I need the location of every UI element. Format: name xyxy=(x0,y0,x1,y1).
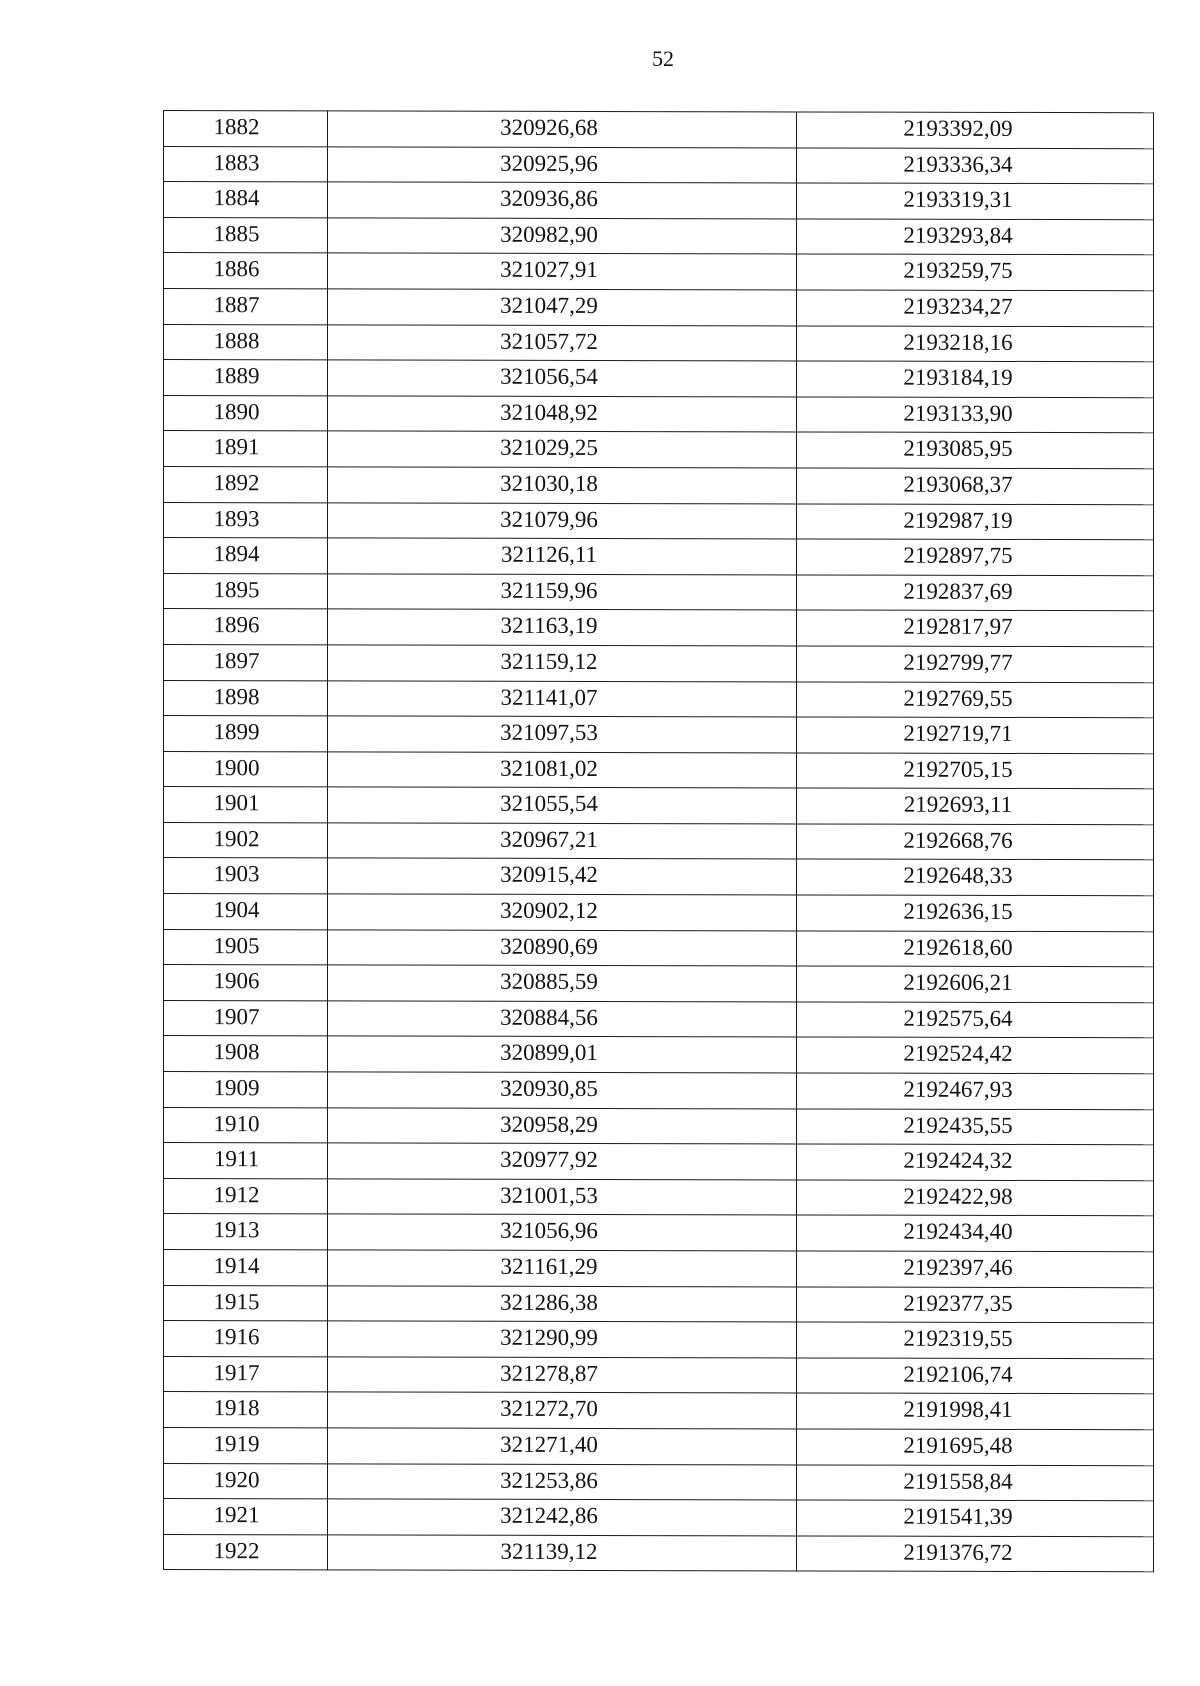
x-coordinate-cell xyxy=(328,1285,797,1322)
x-coordinate-cell xyxy=(328,289,797,326)
point-number-cell xyxy=(164,1499,328,1535)
y-coordinate-cell-value: 2193068,37 xyxy=(903,471,1013,497)
x-coordinate-cell xyxy=(328,1535,797,1572)
y-coordinate-cell xyxy=(797,1180,1154,1216)
point-number-cell-value: 1889 xyxy=(213,363,260,389)
y-coordinate-cell xyxy=(797,397,1154,433)
point-number-cell-value: 1913 xyxy=(213,1217,260,1243)
y-coordinate-cell-value: 2192799,77 xyxy=(903,649,1013,675)
x-coordinate-cell xyxy=(328,1107,797,1144)
y-coordinate-cell xyxy=(797,1322,1154,1358)
point-number-cell xyxy=(164,751,328,787)
point-number-cell-value: 1893 xyxy=(213,505,260,531)
point-number-cell xyxy=(164,573,328,609)
x-coordinate-cell-value: 320926,68 xyxy=(500,114,598,140)
y-coordinate-cell-value: 2191541,39 xyxy=(903,1503,1013,1530)
x-coordinate-cell xyxy=(328,182,797,219)
y-coordinate-cell xyxy=(797,1287,1154,1323)
y-coordinate-cell-value: 2192397,46 xyxy=(903,1254,1013,1280)
page-number: 52 xyxy=(652,46,674,71)
y-coordinate-cell xyxy=(797,824,1154,860)
x-coordinate-cell xyxy=(328,823,797,860)
point-number-cell-value: 1900 xyxy=(213,754,260,780)
y-coordinate-cell xyxy=(797,1393,1154,1429)
x-coordinate-cell-value: 321030,18 xyxy=(500,470,598,496)
x-coordinate-cell xyxy=(328,1428,797,1465)
table-row xyxy=(164,822,1154,860)
y-coordinate-cell-value: 2193218,16 xyxy=(903,329,1013,355)
x-coordinate-cell-value: 320930,85 xyxy=(500,1075,598,1102)
y-coordinate-cell-value: 2192319,55 xyxy=(903,1325,1013,1352)
table-row xyxy=(164,716,1154,754)
point-number-cell-value: 1886 xyxy=(213,256,260,282)
table-row xyxy=(164,1214,1154,1252)
point-number-cell xyxy=(164,395,328,431)
x-coordinate-cell-value: 321271,40 xyxy=(500,1431,598,1457)
table-row xyxy=(164,894,1154,932)
point-number-cell-value: 1891 xyxy=(213,434,260,460)
point-number-cell-value: 1910 xyxy=(213,1110,260,1136)
x-coordinate-cell xyxy=(328,574,797,611)
x-coordinate-cell xyxy=(328,787,797,824)
y-coordinate-cell xyxy=(797,646,1154,682)
y-coordinate-cell-value: 2192987,19 xyxy=(903,507,1013,533)
point-number-cell xyxy=(164,1321,328,1357)
table-row xyxy=(164,751,1154,789)
point-number-cell-value: 1883 xyxy=(213,149,260,175)
x-coordinate-cell xyxy=(328,218,797,255)
x-coordinate-cell-value: 321126,11 xyxy=(500,541,598,568)
x-coordinate-cell-value: 320885,59 xyxy=(500,969,598,995)
x-coordinate-cell xyxy=(328,858,797,895)
y-coordinate-cell-value: 2193392,09 xyxy=(903,115,1013,141)
point-number-cell xyxy=(164,1143,328,1179)
table-row xyxy=(164,146,1154,184)
x-coordinate-cell xyxy=(328,253,797,290)
y-coordinate-cell-value: 2192575,64 xyxy=(903,1005,1013,1031)
y-coordinate-cell xyxy=(797,1109,1154,1145)
x-coordinate-cell-value: 321081,02 xyxy=(500,755,598,781)
point-number-cell-value: 1894 xyxy=(213,541,260,567)
x-coordinate-cell xyxy=(328,431,797,468)
x-coordinate-cell-value: 321278,87 xyxy=(500,1360,598,1386)
y-coordinate-cell-value: 2192636,15 xyxy=(903,898,1013,924)
y-coordinate-cell xyxy=(797,361,1154,397)
point-number-cell xyxy=(164,716,328,752)
y-coordinate-cell xyxy=(797,1144,1154,1180)
y-coordinate-cell-value: 2193184,19 xyxy=(903,364,1013,391)
x-coordinate-cell-value: 321141,07 xyxy=(500,684,598,710)
point-number-cell xyxy=(164,1427,328,1463)
table-row xyxy=(164,502,1154,540)
y-coordinate-cell xyxy=(797,717,1154,753)
y-coordinate-cell-value: 2193085,95 xyxy=(903,436,1013,462)
x-coordinate-cell xyxy=(328,1499,797,1536)
point-number-cell xyxy=(164,1036,328,1072)
x-coordinate-cell-value: 320902,12 xyxy=(500,897,598,924)
table-row xyxy=(164,182,1154,220)
point-number-cell xyxy=(164,609,328,645)
table-row xyxy=(164,858,1154,896)
y-coordinate-cell xyxy=(797,859,1154,895)
y-coordinate-cell xyxy=(797,681,1154,717)
y-coordinate-cell xyxy=(797,1251,1154,1287)
point-number-cell-value: 1912 xyxy=(213,1181,260,1208)
point-number-cell xyxy=(164,787,328,823)
y-coordinate-cell-value: 2192769,55 xyxy=(903,685,1013,711)
point-number-cell xyxy=(164,538,328,574)
point-number-cell-value: 1919 xyxy=(213,1431,260,1457)
table-row xyxy=(164,466,1154,504)
table-row xyxy=(164,1000,1154,1038)
y-coordinate-cell-value: 2192693,11 xyxy=(903,791,1013,818)
table-row xyxy=(164,965,1154,1003)
x-coordinate-cell-value: 321161,29 xyxy=(500,1253,598,1279)
x-coordinate-cell-value: 321055,54 xyxy=(500,791,598,817)
x-coordinate-cell-value: 321159,12 xyxy=(500,648,598,674)
point-number-cell-value: 1908 xyxy=(213,1039,260,1065)
y-coordinate-cell xyxy=(797,503,1154,539)
x-coordinate-cell-value: 320884,56 xyxy=(500,1004,598,1030)
x-coordinate-cell xyxy=(328,1072,797,1109)
point-number-cell-value: 1905 xyxy=(213,932,260,958)
y-coordinate-cell-value: 2193234,27 xyxy=(903,293,1013,319)
x-coordinate-cell-value: 321079,96 xyxy=(500,506,598,532)
x-coordinate-cell xyxy=(328,894,797,931)
x-coordinate-cell xyxy=(328,716,797,753)
y-coordinate-cell xyxy=(797,1073,1154,1109)
y-coordinate-cell-value: 2193293,84 xyxy=(903,222,1013,248)
y-coordinate-cell-value: 2192524,42 xyxy=(903,1041,1013,1067)
y-coordinate-cell xyxy=(797,753,1154,789)
x-coordinate-cell-value: 321159,96 xyxy=(500,577,598,603)
table-row xyxy=(164,1427,1154,1465)
x-coordinate-cell xyxy=(328,930,797,967)
x-coordinate-cell-value: 320899,01 xyxy=(500,1040,598,1066)
point-number-cell xyxy=(164,1250,328,1286)
y-coordinate-cell-value: 2192618,60 xyxy=(903,934,1013,960)
x-coordinate-cell-value: 320967,21 xyxy=(500,826,598,852)
x-coordinate-cell-value: 321057,72 xyxy=(500,328,598,354)
x-coordinate-cell xyxy=(328,502,797,539)
point-number-cell xyxy=(164,1285,328,1321)
y-coordinate-cell-value: 2192705,15 xyxy=(903,756,1013,782)
y-coordinate-cell xyxy=(797,325,1154,361)
y-coordinate-cell xyxy=(797,148,1154,184)
x-coordinate-cell-value: 321048,92 xyxy=(500,399,598,425)
point-number-cell xyxy=(164,502,328,538)
point-number-cell xyxy=(164,111,328,147)
point-number-cell xyxy=(164,1072,328,1108)
x-coordinate-cell xyxy=(328,965,797,1002)
point-number-cell xyxy=(164,431,328,467)
point-number-cell-value: 1902 xyxy=(213,825,260,852)
table-row xyxy=(164,644,1154,682)
point-number-cell-value: 1898 xyxy=(213,683,260,709)
y-coordinate-cell xyxy=(797,112,1154,148)
table-row xyxy=(164,929,1154,967)
table-row xyxy=(164,395,1154,433)
y-coordinate-cell xyxy=(797,966,1154,1002)
point-number-cell-value: 1922 xyxy=(213,1537,260,1563)
x-coordinate-cell-value: 321242,86 xyxy=(500,1502,598,1529)
y-coordinate-cell xyxy=(797,1358,1154,1394)
table-row xyxy=(164,538,1154,576)
x-coordinate-cell xyxy=(328,1463,797,1500)
y-coordinate-cell xyxy=(797,219,1154,255)
point-number-cell xyxy=(164,680,328,716)
x-coordinate-cell-value: 321056,96 xyxy=(500,1218,598,1244)
x-coordinate-cell xyxy=(328,1214,797,1251)
y-coordinate-cell-value: 2192668,76 xyxy=(903,827,1013,853)
y-coordinate-cell-value: 2191695,48 xyxy=(903,1432,1013,1458)
y-coordinate-cell xyxy=(797,788,1154,824)
x-coordinate-cell xyxy=(328,467,797,504)
y-coordinate-cell-value: 2191998,41 xyxy=(903,1397,1013,1423)
point-number-cell xyxy=(164,253,328,289)
point-number-cell xyxy=(164,146,328,182)
point-number-cell xyxy=(164,1214,328,1250)
point-number-cell-value: 1896 xyxy=(213,612,260,638)
point-number-cell xyxy=(164,822,328,858)
point-number-cell-value: 1884 xyxy=(213,185,260,211)
y-coordinate-cell-value: 2193259,75 xyxy=(903,258,1013,284)
point-number-cell-value: 1906 xyxy=(213,968,260,994)
table-row xyxy=(164,1036,1154,1074)
table-row xyxy=(164,573,1154,611)
y-coordinate-cell-value: 2192817,97 xyxy=(903,613,1013,640)
x-coordinate-cell xyxy=(328,1143,797,1180)
point-number-cell xyxy=(164,217,328,253)
point-number-cell xyxy=(164,965,328,1001)
point-number-cell xyxy=(164,858,328,894)
point-number-cell-value: 1890 xyxy=(213,398,260,424)
y-coordinate-cell xyxy=(797,290,1154,326)
y-coordinate-cell-value: 2193319,31 xyxy=(903,186,1013,213)
x-coordinate-cell-value: 321290,99 xyxy=(500,1324,598,1351)
point-number-cell-value: 1918 xyxy=(213,1395,260,1421)
x-coordinate-cell xyxy=(328,111,797,148)
point-number-cell xyxy=(164,324,328,360)
x-coordinate-cell xyxy=(328,1250,797,1287)
y-coordinate-cell xyxy=(797,1215,1154,1251)
y-coordinate-cell xyxy=(797,1536,1154,1572)
table-row xyxy=(164,431,1154,469)
x-coordinate-cell-value: 320977,92 xyxy=(500,1146,598,1173)
table-row xyxy=(164,1392,1154,1430)
y-coordinate-cell xyxy=(797,432,1154,468)
table-row xyxy=(164,217,1154,255)
point-number-cell xyxy=(164,1107,328,1143)
point-number-cell xyxy=(164,360,328,396)
y-coordinate-cell-value: 2191376,72 xyxy=(903,1539,1013,1565)
y-coordinate-cell xyxy=(797,183,1154,219)
y-coordinate-cell xyxy=(797,1500,1154,1536)
y-coordinate-cell xyxy=(797,895,1154,931)
point-number-cell-value: 1915 xyxy=(213,1288,260,1314)
table-row xyxy=(164,680,1154,718)
y-coordinate-cell-value: 2193133,90 xyxy=(903,400,1013,426)
y-coordinate-cell xyxy=(797,1429,1154,1465)
table-row xyxy=(164,1178,1154,1216)
y-coordinate-cell xyxy=(797,1037,1154,1073)
table-row xyxy=(164,1143,1154,1181)
point-number-cell xyxy=(164,1000,328,1036)
x-coordinate-cell-value: 321253,86 xyxy=(500,1467,598,1493)
x-coordinate-cell xyxy=(328,1321,797,1358)
x-coordinate-cell-value: 321047,29 xyxy=(500,292,598,318)
x-coordinate-cell xyxy=(328,1179,797,1216)
table-row xyxy=(164,1534,1154,1572)
table-row xyxy=(164,111,1154,149)
point-number-cell-value: 1921 xyxy=(213,1502,260,1528)
x-coordinate-cell-value: 321139,12 xyxy=(500,1538,598,1564)
x-coordinate-cell-value: 321056,54 xyxy=(500,363,598,390)
point-number-cell-value: 1892 xyxy=(213,470,260,496)
y-coordinate-cell-value: 2192606,21 xyxy=(903,969,1013,996)
point-number-cell xyxy=(164,1534,328,1570)
x-coordinate-cell-value: 321027,91 xyxy=(500,257,598,283)
table-row xyxy=(164,1250,1154,1288)
point-number-cell xyxy=(164,644,328,680)
table-row xyxy=(164,288,1154,326)
table-row xyxy=(164,609,1154,647)
y-coordinate-cell xyxy=(797,468,1154,504)
point-number-cell-value: 1899 xyxy=(213,719,260,745)
point-number-cell xyxy=(164,182,328,218)
point-number-cell-value: 1882 xyxy=(213,114,260,140)
x-coordinate-cell xyxy=(328,1357,797,1394)
coordinates-table xyxy=(163,110,1154,1573)
point-number-cell xyxy=(164,1178,328,1214)
x-coordinate-cell xyxy=(328,360,797,397)
y-coordinate-cell xyxy=(797,539,1154,575)
point-number-cell-value: 1916 xyxy=(213,1324,260,1350)
y-coordinate-cell xyxy=(797,1464,1154,1500)
point-number-cell xyxy=(164,1463,328,1499)
table-row xyxy=(164,1072,1154,1110)
point-number-cell-value: 1895 xyxy=(213,576,260,602)
y-coordinate-cell-value: 2191558,84 xyxy=(903,1468,1013,1494)
x-coordinate-cell-value: 320925,96 xyxy=(500,150,598,176)
table-row xyxy=(164,253,1154,291)
x-coordinate-cell-value: 320915,42 xyxy=(500,862,598,888)
point-number-cell-value: 1904 xyxy=(213,897,260,923)
x-coordinate-cell-value: 320936,86 xyxy=(500,185,598,212)
y-coordinate-cell-value: 2192648,33 xyxy=(903,863,1013,889)
table-row xyxy=(164,324,1154,362)
point-number-cell-value: 1909 xyxy=(213,1075,260,1101)
y-coordinate-cell-value: 2192719,71 xyxy=(903,720,1013,747)
point-number-cell-value: 1903 xyxy=(213,861,260,887)
table-row xyxy=(164,787,1154,825)
point-number-cell-value: 1885 xyxy=(213,220,260,247)
table-row xyxy=(164,1321,1154,1359)
table-row xyxy=(164,1107,1154,1145)
x-coordinate-cell-value: 321029,25 xyxy=(500,435,598,461)
y-coordinate-cell-value: 2192434,40 xyxy=(903,1219,1013,1245)
y-coordinate-cell-value: 2192106,74 xyxy=(903,1361,1013,1387)
y-coordinate-cell-value: 2192467,93 xyxy=(903,1076,1013,1102)
y-coordinate-cell-value: 2192424,32 xyxy=(903,1147,1013,1174)
y-coordinate-cell xyxy=(797,1002,1154,1038)
x-coordinate-cell-value: 321001,53 xyxy=(500,1182,598,1208)
point-number-cell xyxy=(164,1356,328,1392)
point-number-cell-value: 1901 xyxy=(213,790,260,816)
point-number-cell-value: 1917 xyxy=(213,1359,260,1386)
y-coordinate-cell xyxy=(797,931,1154,967)
y-coordinate-cell xyxy=(797,610,1154,646)
x-coordinate-cell xyxy=(328,680,797,717)
x-coordinate-cell-value: 321272,70 xyxy=(500,1396,598,1422)
point-number-cell-value: 1907 xyxy=(213,1003,260,1030)
point-number-cell xyxy=(164,466,328,502)
point-number-cell-value: 1887 xyxy=(213,292,260,318)
point-number-cell-value: 1888 xyxy=(213,327,260,353)
y-coordinate-cell-value: 2192422,98 xyxy=(903,1183,1013,1209)
x-coordinate-cell xyxy=(328,538,797,575)
point-number-cell-value: 1920 xyxy=(213,1466,260,1492)
point-number-cell-value: 1911 xyxy=(213,1146,260,1172)
table-row xyxy=(164,1463,1154,1501)
y-coordinate-cell-value: 2192897,75 xyxy=(903,542,1013,569)
x-coordinate-cell xyxy=(328,645,797,682)
table-row xyxy=(164,1499,1154,1537)
x-coordinate-cell xyxy=(328,609,797,646)
y-coordinate-cell-value: 2192435,55 xyxy=(903,1112,1013,1138)
table-row xyxy=(164,1285,1154,1323)
x-coordinate-cell-value: 321286,38 xyxy=(500,1289,598,1315)
x-coordinate-cell xyxy=(328,752,797,789)
point-number-cell xyxy=(164,288,328,324)
point-number-cell-value: 1897 xyxy=(213,648,260,674)
coordinates-table-body xyxy=(164,111,1154,1573)
point-number-cell xyxy=(164,894,328,930)
x-coordinate-cell-value: 321097,53 xyxy=(500,719,598,746)
x-coordinate-cell xyxy=(328,1001,797,1038)
x-coordinate-cell xyxy=(328,146,797,183)
x-coordinate-cell-value: 320958,29 xyxy=(500,1111,598,1137)
y-coordinate-cell xyxy=(797,254,1154,290)
y-coordinate-cell-value: 2192837,69 xyxy=(903,578,1013,604)
point-number-cell xyxy=(164,929,328,965)
point-number-cell xyxy=(164,1392,328,1428)
x-coordinate-cell-value: 321163,19 xyxy=(500,613,598,639)
y-coordinate-cell-value: 2193336,34 xyxy=(903,151,1013,177)
point-number-cell-value: 1914 xyxy=(213,1253,260,1279)
x-coordinate-cell xyxy=(328,324,797,361)
table-row xyxy=(164,1356,1154,1394)
table-row xyxy=(164,360,1154,398)
y-coordinate-cell xyxy=(797,575,1154,611)
x-coordinate-cell xyxy=(328,396,797,433)
x-coordinate-cell xyxy=(328,1036,797,1073)
x-coordinate-cell-value: 320982,90 xyxy=(500,221,598,247)
x-coordinate-cell-value: 320890,69 xyxy=(500,933,598,959)
x-coordinate-cell xyxy=(328,1392,797,1429)
y-coordinate-cell-value: 2192377,35 xyxy=(903,1290,1013,1316)
